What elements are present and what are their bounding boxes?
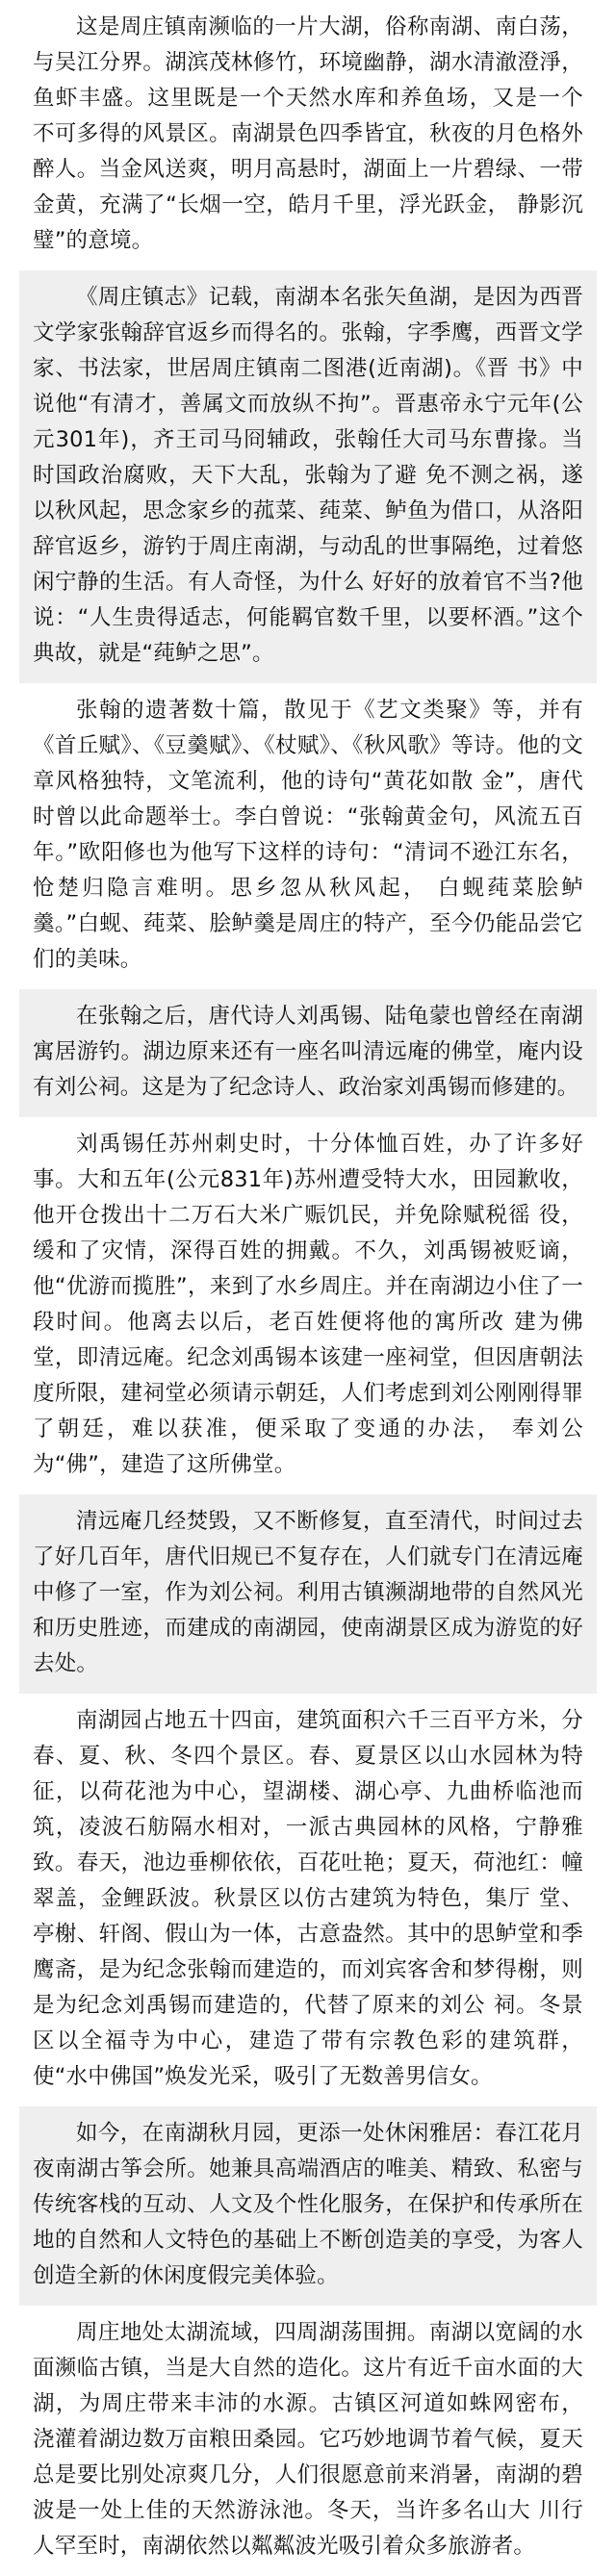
paragraph-zhanghan-origin: 《周庄镇志》记载，南湖本名张矢鱼湖，是因为西晋文学家张翰辞官返乡而得名的。张翰，字季鹰，西晋文学家、书法家，世居周庄镇南二图港(近南湖)。《晋 书》中说他“有清才，善属文而放纵不拘”。晋惠帝永宁元年(公元301年)，齐王司马冏辅政，张翰任大司马东曹掾。当时国政治腐败，天下大乱，张翰为了避 免不测之祸，遂以秋风起，思念家乡的菰菜、莼菜、鲈鱼为借口，从洛阳辞官返乡，游钓于周庄南湖，与动乱的世事隔绝，过着悠闲宁静的生活。有人奇怪，为什么 好好的放着官不当?他说：“人生贵得适志，何能羁官数千里，以要杯酒。”这个典故，就是“莼鲈之思”。: [19, 270, 597, 683]
paragraph-zhanghan-works: 张翰的遗著数十篇，散见于《艺文类聚》等，并有《首丘赋》、《豆羹赋》、《杖赋》、《秋风歌》等诗。他的文章风格独特，文笔流利，他的诗句“黄花如散 金”，唐代时曾以此命题举士。李白曾说：“张翰黄金句，风流五百年。”欧阳修也为他写下这样的诗句：“清词不逊江东名，怆楚归隐言难明。思乡忽从秋风起， 白蚬莼菜脍鲈羹。”白蚬、莼菜、脍鲈羹是周庄的特产，至今仍能品尝它们的美味。: [33, 698, 583, 972]
paragraph-restoration: 清远庵几经焚毁，又不断修复，直至清代，时间过去了好几百年，唐代旧规已不复存在，人们就专门在清远庵中修了一室，作为刘公祠。利用古镇濒湖地带的自然风光和历史胜迹，而建成的南湖园，使南湖景区成为游览的好去处。: [19, 1494, 597, 1694]
paragraph-taihu-basin: 周庄地处太湖流域，四周湖荡围拥。南湖以宽阔的水面濒临古镇，当是大自然的造化。这片有近千亩水面的大湖，为周庄带来丰沛的水源。古镇区河道如蛛网密布， 浇灌着湖边数万亩粮田桑园。它巧妙地调节着气候，夏天总是要比别处凉爽几分，人们很愿意前来消暑，南湖的碧波是一处上佳的天然游泳池。冬天，当许多名山大 川行人罕至时，南湖依然以粼粼波光吸引着众多旅游者。: [33, 2320, 583, 2559]
paragraph-intro: 这是周庄镇南濒临的一片大湖，俗称南湖、南白荡，与吴江分界。湖滨茂林修竹，环境幽静，湖水清澈澄淨，鱼虾丰盛。这里既是一个天然水库和养鱼场，又是一个 不可多得的风景区。南湖景色四季皆宜，秋夜的月色格外醉人。当金风送爽，明月高悬时，湖面上一片碧绿、一带金黄，充满了“长烟一空，皓月千里，浮光跃金， 静影沉璧”的意境。: [33, 14, 583, 253]
paragraph-nanhu-garden: 南湖园占地五十四亩，建筑面积六千三百平方米，分春、夏、秋、冬四个景区。春、夏景区以山水园林为特征，以荷花池为中心，望湖楼、湖心亭、九曲桥临池而 筑，凌波石舫隔水相对，一派古典园林的风格，宁静雅致。春天，池边垂柳依依，百花吐艳；夏天，荷池红：幢翠盖，金鲤跃波。秋景区以仿古建筑为特色，集厅 堂、亭榭、轩阁、假山为一体，古意盎然。其中的思鲈堂和季鹰斋，是为纪念张翰而建造的，而刘宾客舍和梦得榭，则是为纪念刘禹锡而建造的，代替了原来的刘公 祠。冬景区以全福寺为中心，建造了带有宗教色彩的建筑群，使“水中佛国”焕发光采，吸引了无数善男信女。: [33, 1708, 583, 2089]
paragraph-qingyuan-temple: 在张翰之后，唐代诗人刘禹锡、陆龟蒙也曾经在南湖寓居游钓。湖边原来还有一座名叫清远庵的佛堂，庵内设有刘公祠。这是为了纪念诗人、政治家刘禹锡而修建的。: [19, 989, 597, 1117]
paragraph-liuyuxi: 刘禹锡任苏州刺史时，十分体恤百姓，办了许多好事。大和五年(公元831年)苏州遭受特大水，田园歉收，他开仓拨出十二万石大米广赈饥民，并免除赋税徭 役，缓和了灾情，深得百姓的拥戴。不久，刘禹锡被贬谪，他“优游而揽胜”，来到了水乡周庄。并在南湖边小住了一段时间。他离去以后，老百姓便将他的寓所改 建为佛堂，即清远庵。纪念刘禹锡本该建一座祠堂，但因唐朝法度所限，建祠堂必须请示朝廷，人们考虑到刘公刚刚得罪了朝廷，难以获准，便采取了变通的办法， 奉刘公为“佛”，建造了这所佛堂。: [33, 1132, 583, 1477]
paragraph-guzheng-club: 如今，在南湖秋月园，更添一处休闲雅居：春江花月夜南湖古筝会所。她兼具高端酒店的唯美、精致、私密与传统客栈的互动、人文及个性化服务，在保护和传承所在地的自然和人文特色的基础上不断创造美的享受，为客人创造全新的休闲度假完美体验。: [19, 2106, 597, 2306]
